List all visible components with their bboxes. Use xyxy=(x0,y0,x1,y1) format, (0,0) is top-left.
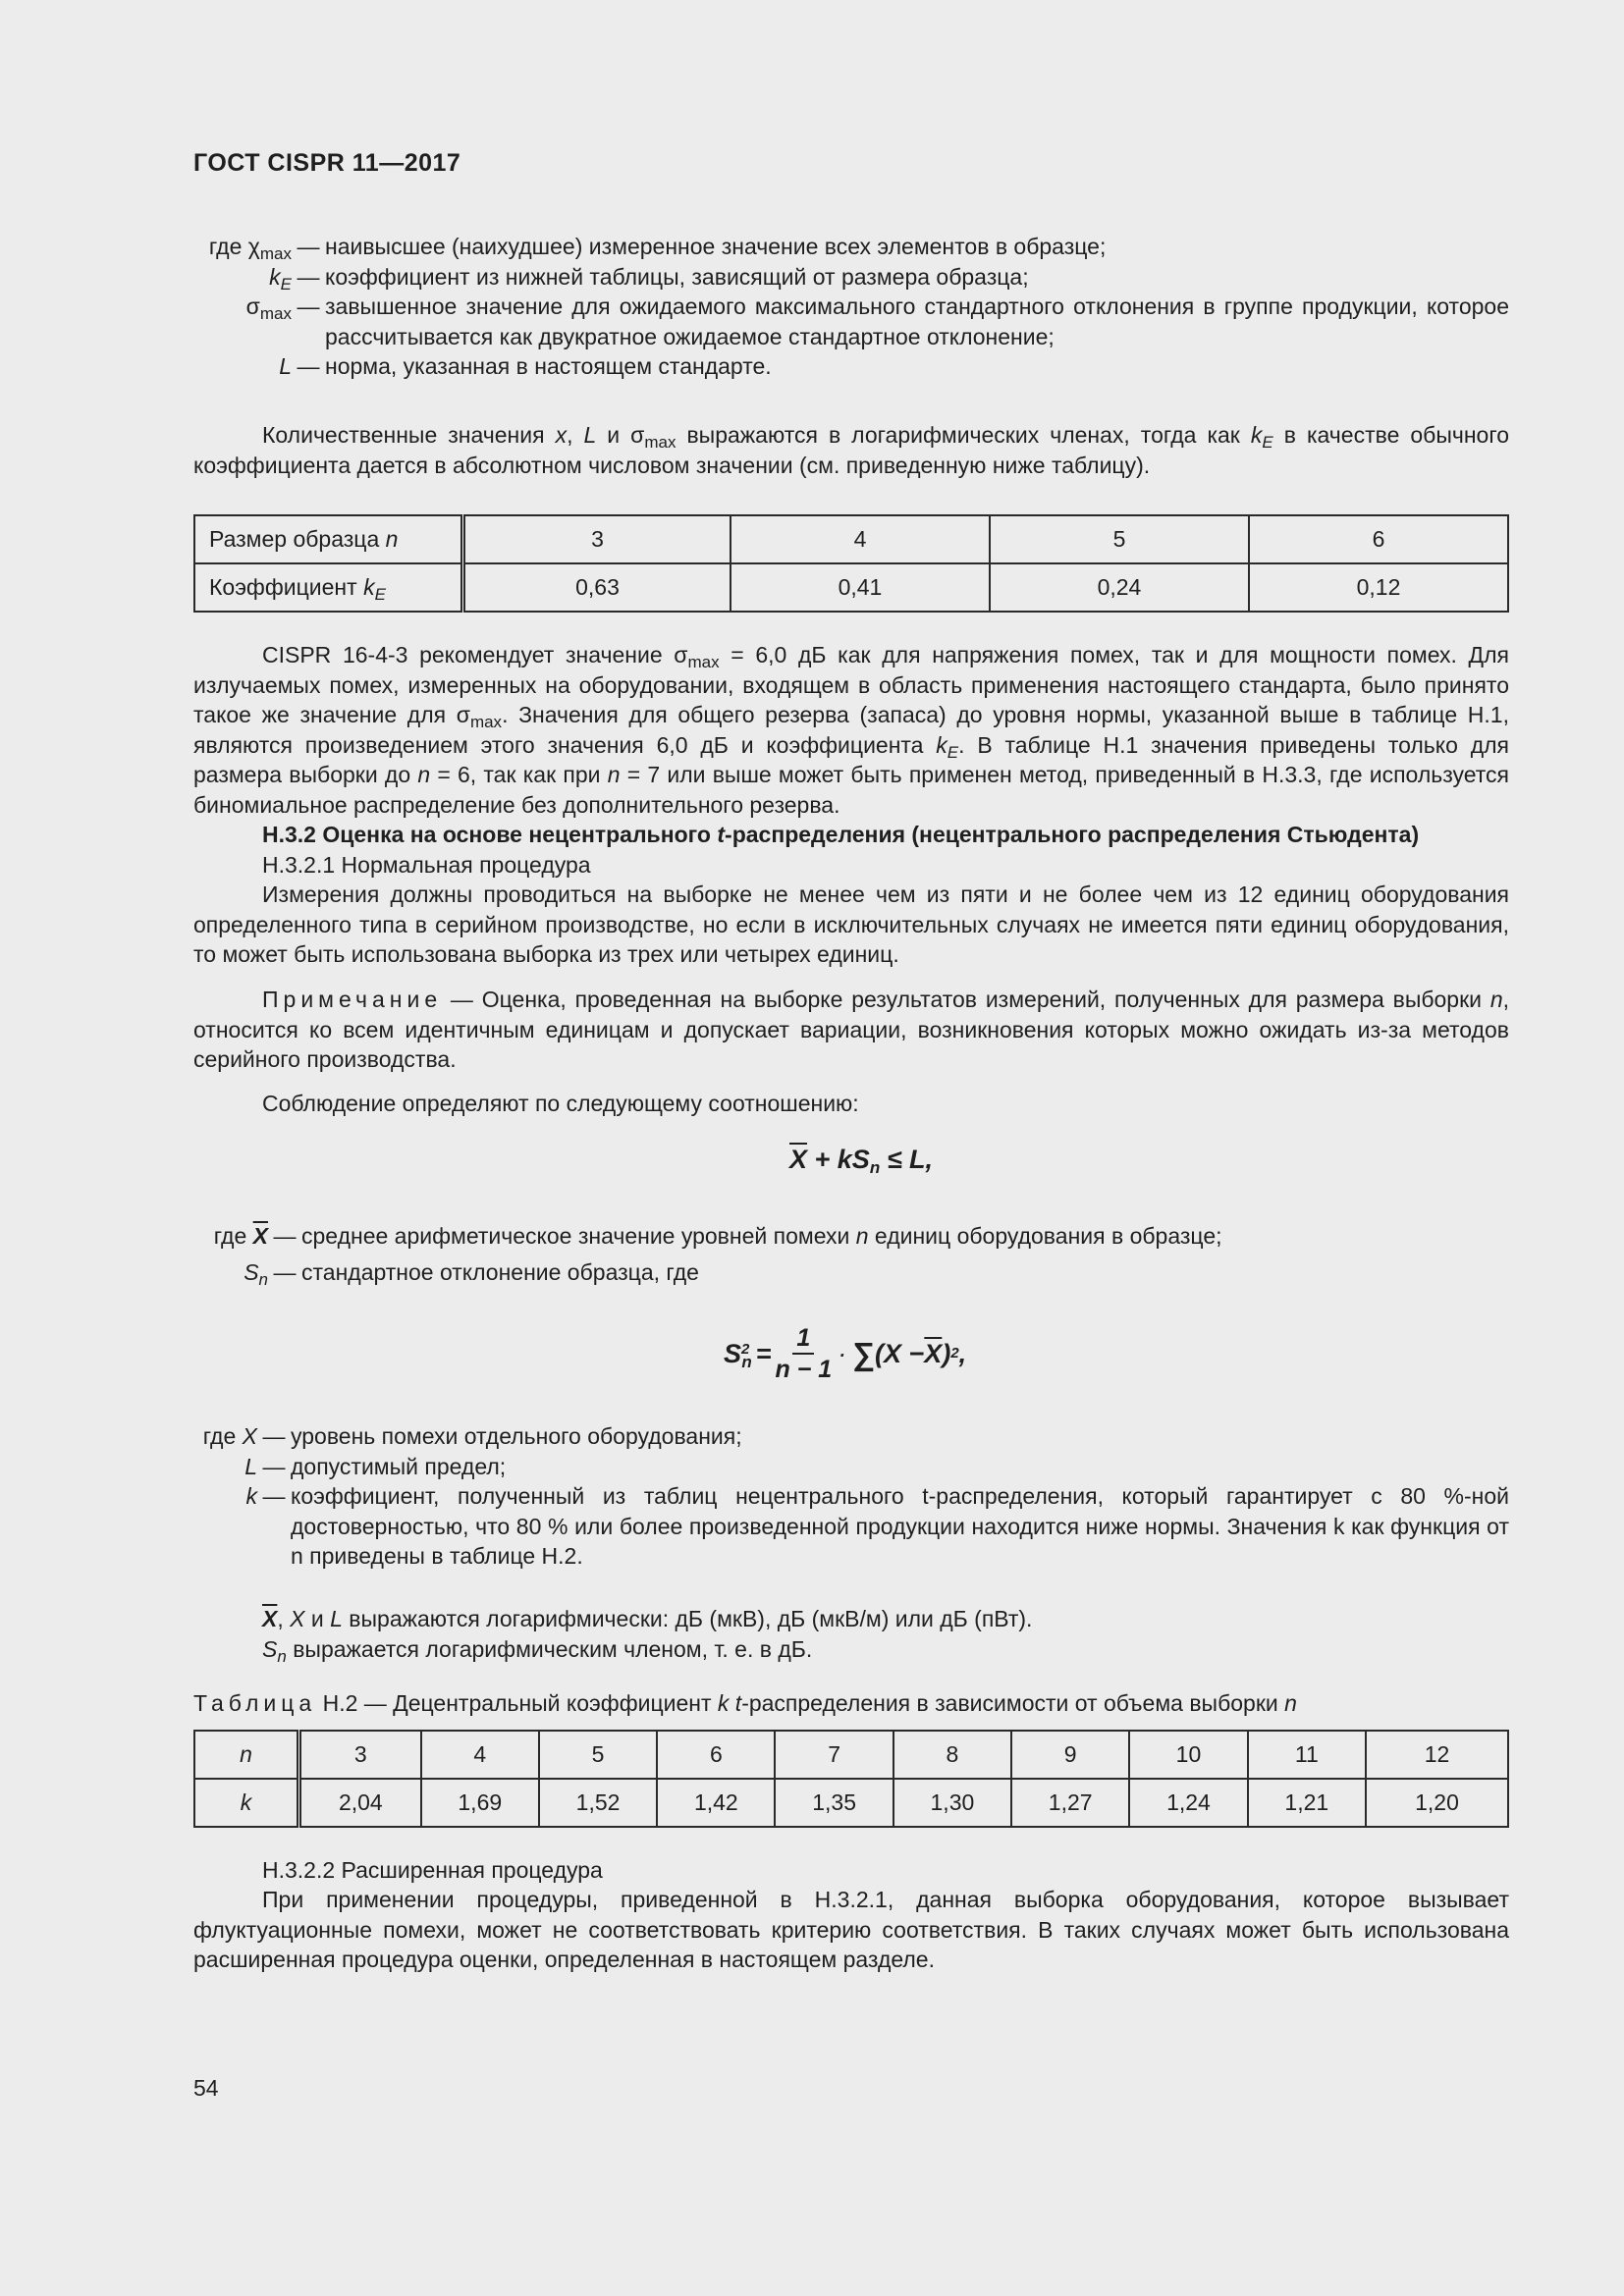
definition-row: $S_n$ — стандартное отклонение образца, где xyxy=(244,1258,699,1289)
paragraph-extended: При применении процедуры, приведенной в Н.3.2.1, данная выборка оборудования, которое вызывает флуктуационные помехи, может не соответствовать критерию соответствия. В таких случаях может быть использована расширенная процедура оценки, определенная в настоящем разделе. xyxy=(193,1887,1509,1972)
definitions-block-2 xyxy=(193,1221,1509,1287)
table-cell: 7 xyxy=(775,1731,893,1779)
table-cell: 3 xyxy=(299,1731,421,1779)
table-cell: 5 xyxy=(990,515,1249,563)
table-cell: 1,27 xyxy=(1011,1779,1129,1827)
definition-row: k — коэффициент, полученный из таблиц нецентрального t-распределения, который гарантирует с 80 %-ной достоверностью, что 80 % или более произведенной продукции находится ниже нормы. Значения k как функция от n приведены в таблице Н.2. xyxy=(245,1483,1509,1569)
variance-formula: $S^2_n$ = $\frac{1}{n - 1}$ · ∑ (X − $\overline{X}$ ) 2 , xyxy=(724,1324,967,1383)
paragraph-cispr: CISPR 16-4-3 рекомендует значение $\sigma_{max} = 6,0$ дБ как для напряжения помех, так и для мощности помех. Для излучаемых помех, измеренных на оборудовании, входящем в область применения настоящего стандарта, было принято такое же значение для $\sigma_{max}$. Значения для общего резерва (запаса) до уровня нормы, указанной выше в таблице Н.1, являются произведением этого значения 6,0 дБ и коэффициента $k_E$. В таблице Н.1 значения приведены только для размера выборки до n = 6, так как при n = 7 или выше может быть применен метод, приведенный в Н.3.3, где используется биномиальное распределение без дополнительного резерва. xyxy=(193,642,1510,818)
paragraph-measurements: Измерения должны проводиться на выборке не менее чем из пяти и не более чем из 12 единиц оборудования определенного типа в серийном производстве, но если в исключительных случаях не имеется пяти единиц оборудования, то может быть использована выборка из трех или четырех единиц. xyxy=(193,881,1509,967)
table-cell: n xyxy=(194,1731,299,1779)
definitions-block-3 xyxy=(193,1421,1509,1572)
table-cell: 1,30 xyxy=(893,1779,1011,1827)
table-cell: 2,04 xyxy=(299,1779,421,1827)
definition-row: L — допустимый предел; xyxy=(244,1453,507,1479)
log-expression-line-2: $S_n$ выражается логарифмическим членом, т. е. в дБ. xyxy=(262,1636,813,1666)
definitions-block-1 xyxy=(193,232,1509,382)
paragraph-quantitative: Количественные значения x, L и $\sigma_{max}$ выражаются в логарифмических членах, тогда как $k_E$ в качестве обычного коэффициента дается в абсолютном числовом значении (см. приведенную ниже таблицу). xyxy=(193,422,1510,478)
table-cell: 0,24 xyxy=(990,563,1249,612)
log-expression-line-1: $\overline{X}$, X и L выражаются логарифмически: дБ (мкВ), дБ (мкВ/м) или дБ (пВт). xyxy=(262,1606,1033,1631)
definition-row: где $\overline{X}$ — среднее арифметическое значение уровней помехи n единиц оборудования в образце; xyxy=(213,1223,1222,1249)
table-cell: 9 xyxy=(1011,1731,1129,1779)
definition-row: L — норма, указанная в настоящем стандарте. xyxy=(279,353,772,379)
table-row xyxy=(194,515,1508,563)
definition-row: $\sigma_{max}$ — завышенное значение для ожидаемого максимального стандартного отклонения в группе продукции, которое рассчитывается как двукратное ожидаемое стандартное отклонение; xyxy=(245,294,1509,349)
table-cell: 4 xyxy=(421,1731,539,1779)
note-paragraph: Примечание — Оценка, проведенная на выборке результатов измерений, полученных для размера выборки n, относится ко всем идентичным единицам и допускает вариации, возникновения которых можно ожидать из-за методов серийного производства. xyxy=(193,987,1509,1072)
table-cell: 6 xyxy=(657,1731,775,1779)
table-cell: 12 xyxy=(1366,1731,1508,1779)
table-cell: 0,41 xyxy=(731,563,990,612)
table-cell: 1,24 xyxy=(1129,1779,1247,1827)
paragraph-compliance: Соблюдение определяют по следующему соотношению: xyxy=(262,1091,859,1116)
table-cell: 1,52 xyxy=(539,1779,657,1827)
subsection-heading-h321: Н.3.2.1 Нормальная процедура xyxy=(262,852,591,878)
coefficient-table xyxy=(193,514,1509,613)
table-cell: 1,42 xyxy=(657,1779,775,1827)
table-cell: 1,69 xyxy=(421,1779,539,1827)
definition-row: где $\chi_{max}$ — наивысшее (наихудшее) измеренное значение всех элементов в образце; xyxy=(208,234,1107,263)
compliance-formula: $\overline{X} + kS_n \le L$, xyxy=(789,1145,934,1177)
table-cell: 8 xyxy=(893,1731,1011,1779)
table-cell: 0,63 xyxy=(463,563,731,612)
table-cell: Размер образца n xyxy=(194,515,463,563)
table-cell: 6 xyxy=(1249,515,1508,563)
table-cell: 4 xyxy=(731,515,990,563)
table-cell: 0,12 xyxy=(1249,563,1508,612)
definition-row: $k_E$ — коэффициент из нижней таблицы, зависящий от размера образца; xyxy=(269,263,1029,294)
table-cell: k xyxy=(194,1779,299,1827)
table-cell: 11 xyxy=(1248,1731,1366,1779)
table-cell: 1,21 xyxy=(1248,1779,1366,1827)
table-cell: Коэффициент $k_E$ xyxy=(194,563,463,612)
section-heading-h32: Н.3.2 Оценка на основе нецентрального t-распределения (нецентрального распределения Стьюдента) xyxy=(262,822,1420,847)
table-cell: 5 xyxy=(539,1731,657,1779)
table-row xyxy=(194,563,1508,612)
table-cell: 10 xyxy=(1129,1731,1247,1779)
definition-row: где X — уровень помехи отдельного оборудования; xyxy=(202,1423,742,1449)
noncentral-t-table xyxy=(193,1730,1509,1828)
table-cell: 3 xyxy=(463,515,731,563)
table-caption: Таблица Н.2 — Децентральный коэффициент k t-распределения в зависимости от объема выборки n xyxy=(193,1690,1297,1716)
table-cell: 1,20 xyxy=(1366,1779,1508,1827)
subsection-heading-h322: Н.3.2.2 Расширенная процедура xyxy=(262,1857,603,1883)
page-number: 54 xyxy=(193,2075,219,2101)
table-row xyxy=(194,1731,1508,1779)
page-header: ГОСТ CISPR 11—2017 xyxy=(193,149,461,177)
table-row xyxy=(194,1779,1508,1827)
table-cell: 1,35 xyxy=(775,1779,893,1827)
